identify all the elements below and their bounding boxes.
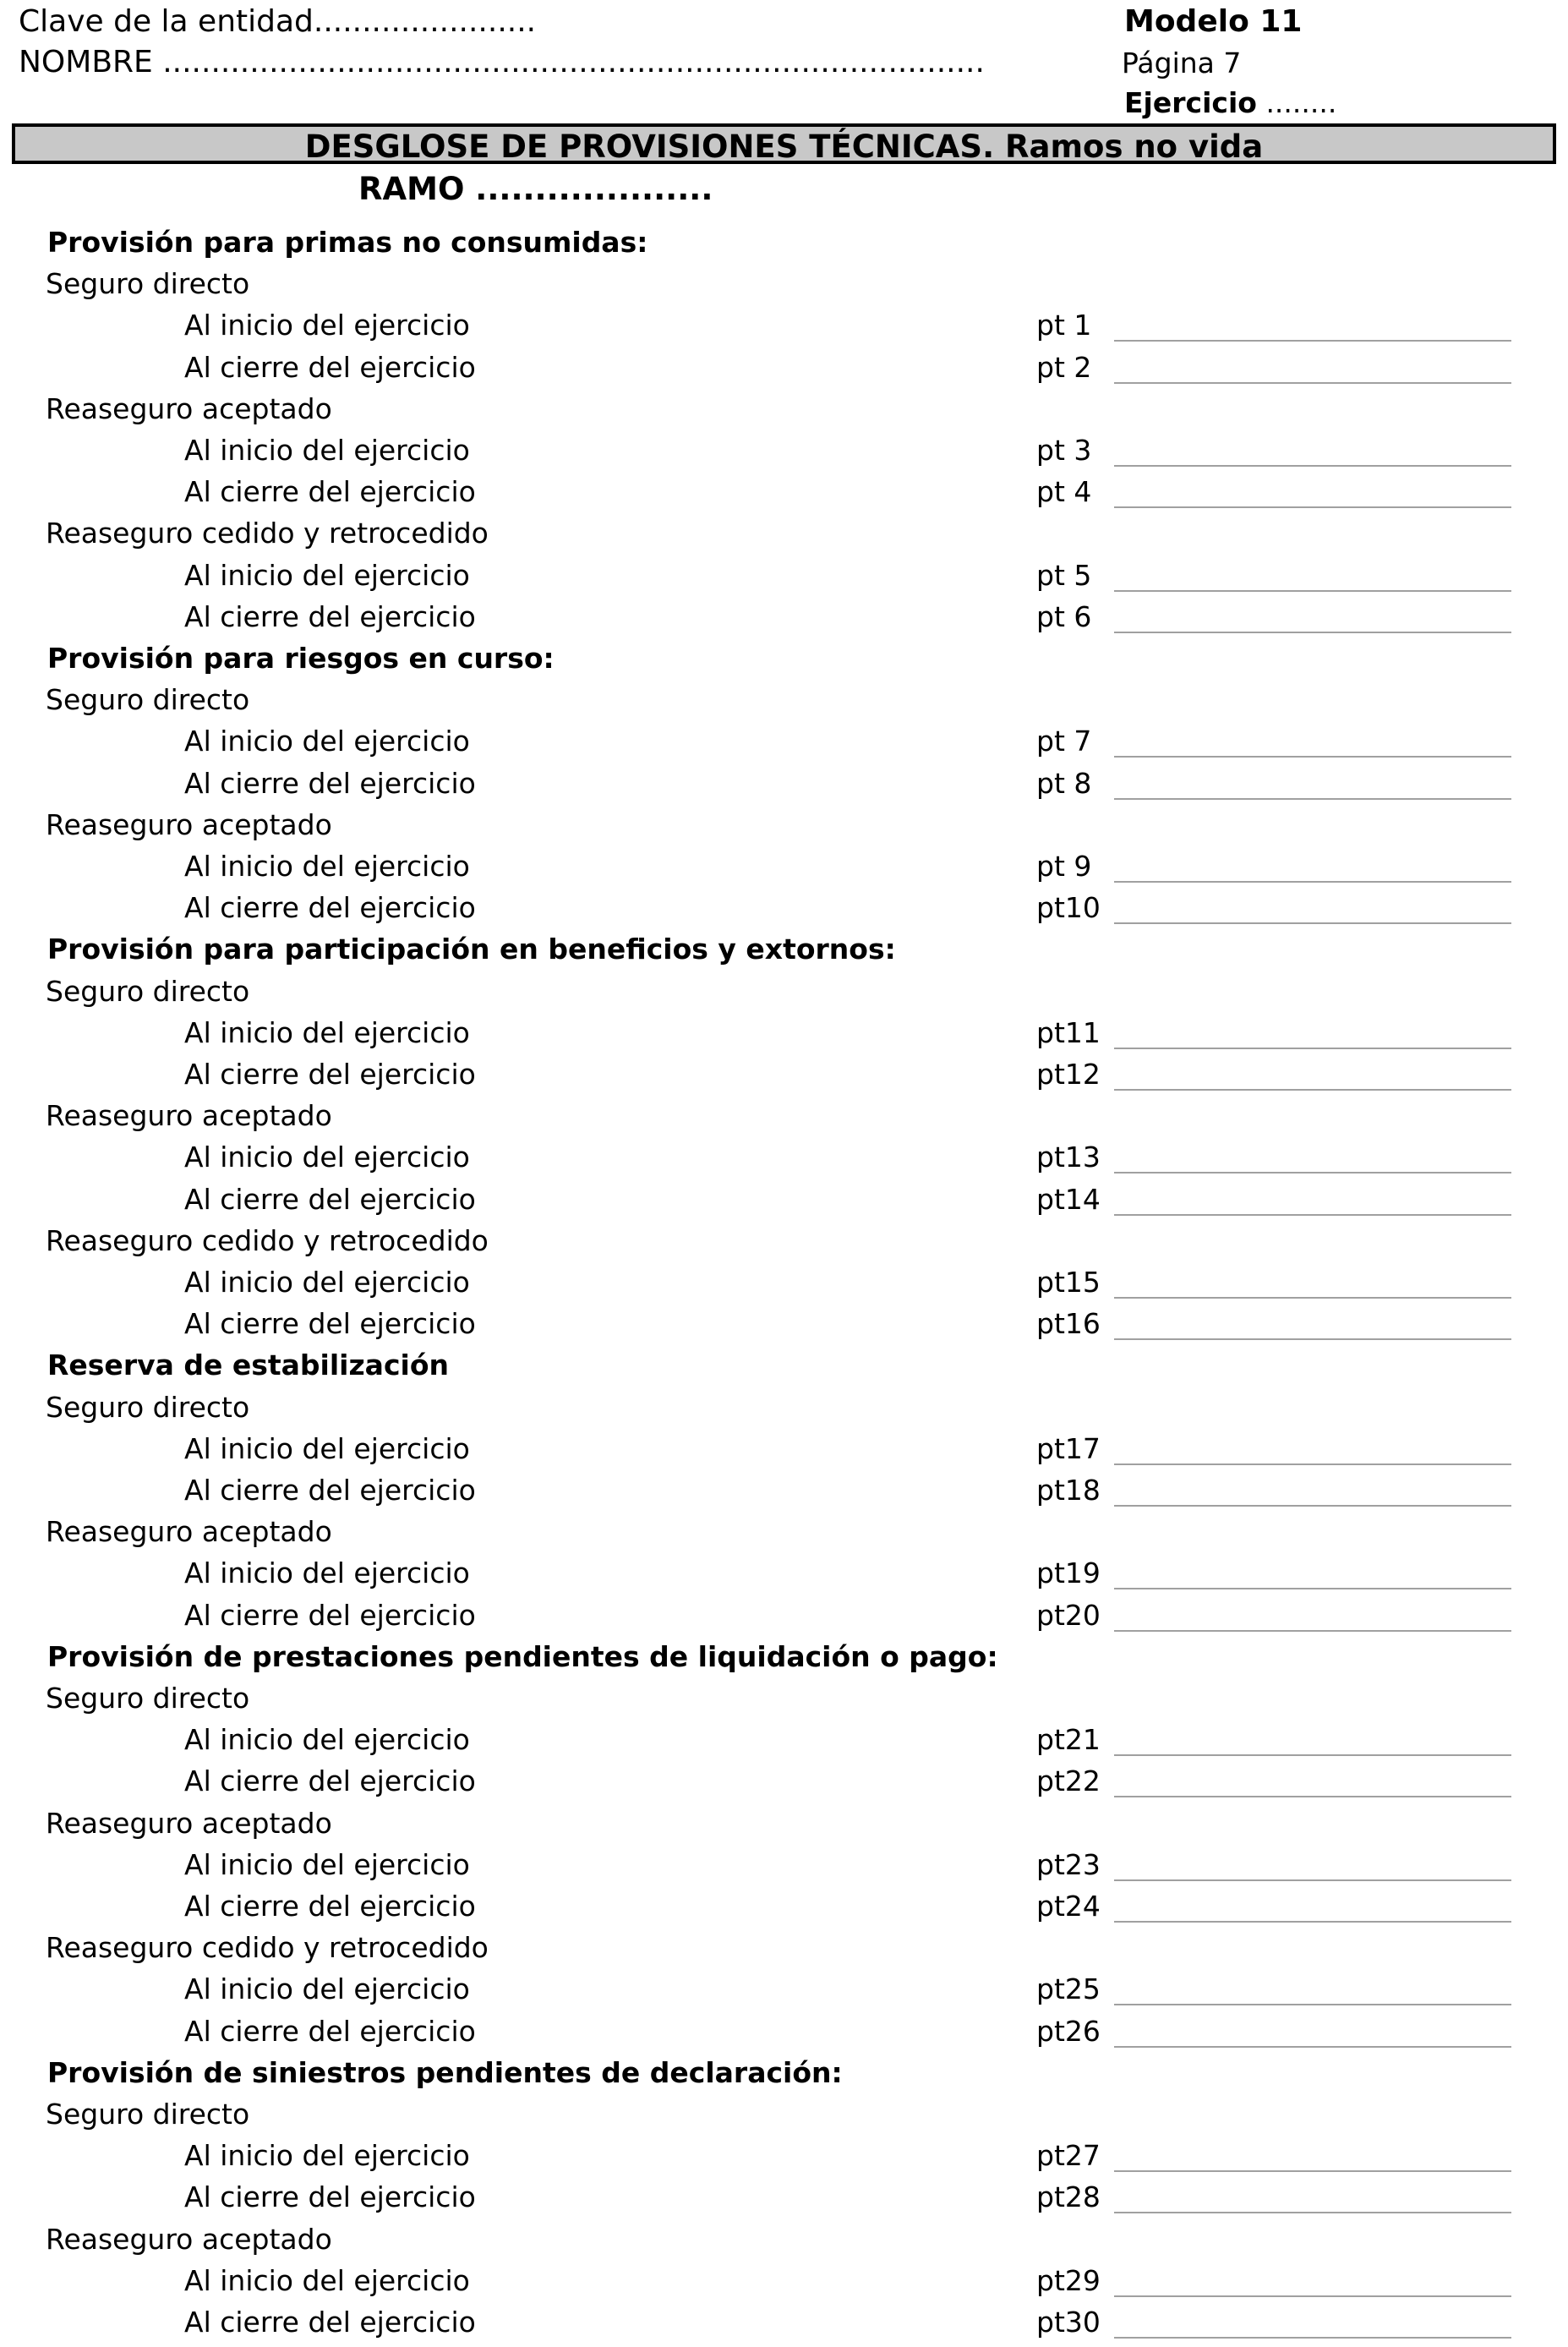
subsection-label bbox=[0, 268, 1568, 305]
row-code: pt11 bbox=[1036, 1016, 1101, 1049]
value-entry-line[interactable] bbox=[1114, 382, 1511, 384]
value-entry-line[interactable] bbox=[1114, 506, 1511, 508]
form-row bbox=[0, 1059, 1568, 1096]
subsection-label bbox=[0, 1808, 1568, 1845]
subsection-title: Reaseguro aceptado bbox=[46, 1099, 332, 1132]
value-entry-line[interactable] bbox=[1114, 340, 1511, 342]
subsection-title: Reaseguro aceptado bbox=[46, 1807, 332, 1840]
row-code: pt 4 bbox=[1036, 475, 1092, 508]
row-code: pt29 bbox=[1036, 2264, 1101, 2297]
modelo-label: Modelo 11 bbox=[1124, 4, 1303, 39]
row-label: Al cierre del ejercicio bbox=[184, 1764, 476, 1797]
value-entry-line[interactable] bbox=[1114, 1214, 1511, 1216]
form-row bbox=[0, 2140, 1568, 2177]
form-row bbox=[0, 1308, 1568, 1345]
form-row bbox=[0, 1557, 1568, 1595]
subsection-title: Seguro directo bbox=[46, 1391, 250, 1424]
row-label: Al cierre del ejercicio bbox=[184, 600, 476, 633]
row-code: pt27 bbox=[1036, 2139, 1101, 2172]
subsection-label bbox=[0, 684, 1568, 721]
form-row bbox=[0, 1724, 1568, 1761]
ramo-label: RAMO .................... bbox=[358, 171, 713, 207]
row-label: Al inicio del ejercicio bbox=[184, 850, 470, 883]
row-label: Al inicio del ejercicio bbox=[184, 1432, 470, 1465]
subsection-label bbox=[0, 1225, 1568, 1262]
section-title: Provisión para participación en beneficios y extornos: bbox=[47, 933, 896, 966]
subsection-title: Seguro directo bbox=[46, 267, 250, 300]
section-title: Provisión para primas no consumidas: bbox=[47, 226, 648, 259]
section-title: Reserva de estabilización bbox=[47, 1349, 449, 1381]
row-code: pt20 bbox=[1036, 1599, 1101, 1632]
row-code: pt22 bbox=[1036, 1764, 1101, 1797]
row-label: Al cierre del ejercicio bbox=[184, 1474, 476, 1507]
section-heading bbox=[0, 933, 1568, 971]
form-row bbox=[0, 1849, 1568, 1886]
row-label: Al cierre del ejercicio bbox=[184, 2306, 476, 2339]
value-entry-line[interactable] bbox=[1114, 1588, 1511, 1589]
ejercicio-field bbox=[1124, 86, 1337, 119]
value-entry-line[interactable] bbox=[1114, 881, 1511, 883]
form-row bbox=[0, 476, 1568, 513]
subsection-title: Reaseguro aceptado bbox=[46, 2223, 332, 2256]
form-row bbox=[0, 1017, 1568, 1054]
row-label: Al cierre del ejercicio bbox=[184, 1183, 476, 1216]
value-entry-line[interactable] bbox=[1114, 1630, 1511, 1632]
value-entry-line[interactable] bbox=[1114, 1297, 1511, 1299]
form-row bbox=[0, 601, 1568, 638]
row-label: Al cierre del ejercicio bbox=[184, 1890, 476, 1923]
subsection-title: Seguro directo bbox=[46, 975, 250, 1008]
value-entry-line[interactable] bbox=[1114, 1921, 1511, 1923]
subsection-label bbox=[0, 517, 1568, 555]
row-label: Al cierre del ejercicio bbox=[184, 1599, 476, 1632]
row-code: pt26 bbox=[1036, 2015, 1101, 2048]
section-heading bbox=[0, 1641, 1568, 1678]
section-heading bbox=[0, 2057, 1568, 2094]
row-code: pt 5 bbox=[1036, 559, 1092, 592]
row-label: Al inicio del ejercicio bbox=[184, 1556, 470, 1589]
row-code: pt10 bbox=[1036, 891, 1101, 924]
subsection-label bbox=[0, 1682, 1568, 1720]
row-label: Al inicio del ejercicio bbox=[184, 1972, 470, 2005]
row-code: pt15 bbox=[1036, 1266, 1101, 1299]
form-row bbox=[0, 892, 1568, 929]
row-label: Al cierre del ejercicio bbox=[184, 475, 476, 508]
value-entry-line[interactable] bbox=[1114, 1796, 1511, 1797]
row-code: pt24 bbox=[1036, 1890, 1101, 1923]
row-label: Al cierre del ejercicio bbox=[184, 891, 476, 924]
form-row bbox=[0, 1600, 1568, 1637]
form-row bbox=[0, 725, 1568, 763]
page-title: DESGLOSE DE PROVISIONES TÉCNICAS. Ramos no vida bbox=[304, 129, 1264, 165]
value-entry-line[interactable] bbox=[1114, 1172, 1511, 1174]
subsection-title: Reaseguro cedido y retrocedido bbox=[46, 517, 489, 550]
ejercicio-dots: ........ bbox=[1265, 86, 1337, 119]
row-code: pt 6 bbox=[1036, 600, 1092, 633]
row-label: Al cierre del ejercicio bbox=[184, 2180, 476, 2213]
row-code: pt17 bbox=[1036, 1432, 1101, 1465]
subsection-label bbox=[0, 809, 1568, 846]
form-row bbox=[0, 1474, 1568, 1512]
row-label: Al inicio del ejercicio bbox=[184, 434, 470, 467]
subsection-title: Reaseguro aceptado bbox=[46, 1515, 332, 1548]
subsection-label bbox=[0, 1932, 1568, 1969]
form-row bbox=[0, 560, 1568, 597]
value-entry-line[interactable] bbox=[1114, 922, 1511, 924]
row-code: pt14 bbox=[1036, 1183, 1101, 1216]
form-row bbox=[0, 309, 1568, 347]
section-title: Provisión de siniestros pendientes de declaración: bbox=[47, 2056, 843, 2089]
form-row bbox=[0, 1184, 1568, 1221]
row-code: pt13 bbox=[1036, 1141, 1101, 1174]
form-row bbox=[0, 2265, 1568, 2302]
row-label: Al inicio del ejercicio bbox=[184, 2139, 470, 2172]
value-entry-line[interactable] bbox=[1114, 2295, 1511, 2297]
subsection-label bbox=[0, 393, 1568, 430]
row-code: pt18 bbox=[1036, 1474, 1101, 1507]
value-entry-line[interactable] bbox=[1114, 2337, 1511, 2339]
form-row bbox=[0, 768, 1568, 805]
title-banner bbox=[12, 123, 1556, 164]
section-title: Provisión para riesgos en curso: bbox=[47, 642, 555, 675]
row-label: Al cierre del ejercicio bbox=[184, 1307, 476, 1340]
form-row bbox=[0, 1765, 1568, 1803]
row-label: Al inicio del ejercicio bbox=[184, 559, 470, 592]
row-code: pt16 bbox=[1036, 1307, 1101, 1340]
value-entry-line[interactable] bbox=[1114, 1879, 1511, 1881]
page-number: Página 7 bbox=[1122, 47, 1242, 79]
row-code: pt21 bbox=[1036, 1723, 1101, 1756]
value-entry-line[interactable] bbox=[1114, 632, 1511, 633]
row-label: Al cierre del ejercicio bbox=[184, 351, 476, 384]
subsection-label bbox=[0, 1100, 1568, 1137]
row-label: Al inicio del ejercicio bbox=[184, 1848, 470, 1881]
form-row bbox=[0, 435, 1568, 472]
subsection-label bbox=[0, 2224, 1568, 2261]
row-code: pt12 bbox=[1036, 1058, 1101, 1091]
row-label: Al inicio del ejercicio bbox=[184, 309, 470, 342]
row-label: Al inicio del ejercicio bbox=[184, 725, 470, 758]
form-row bbox=[0, 352, 1568, 389]
value-entry-line[interactable] bbox=[1114, 1754, 1511, 1756]
row-code: pt28 bbox=[1036, 2180, 1101, 2213]
row-label: Al inicio del ejercicio bbox=[184, 1016, 470, 1049]
value-entry-line[interactable] bbox=[1114, 1463, 1511, 1465]
subsection-label bbox=[0, 976, 1568, 1013]
row-label: Al inicio del ejercicio bbox=[184, 1723, 470, 1756]
form-row bbox=[0, 1433, 1568, 1470]
value-entry-line[interactable] bbox=[1114, 2170, 1511, 2172]
value-entry-line[interactable] bbox=[1114, 590, 1511, 592]
row-code: pt25 bbox=[1036, 1972, 1101, 2005]
row-label: Al cierre del ejercicio bbox=[184, 767, 476, 800]
row-label: Al inicio del ejercicio bbox=[184, 1141, 470, 1174]
form-row bbox=[0, 1973, 1568, 2011]
subsection-label bbox=[0, 1516, 1568, 1553]
value-entry-line[interactable] bbox=[1114, 798, 1511, 800]
form-row bbox=[0, 1890, 1568, 1928]
subsection-title: Reaseguro cedido y retrocedido bbox=[46, 1224, 489, 1257]
subsection-title: Seguro directo bbox=[46, 2098, 250, 2131]
form-row bbox=[0, 2306, 1568, 2344]
row-label: Al cierre del ejercicio bbox=[184, 1058, 476, 1091]
form-row bbox=[0, 851, 1568, 888]
subsection-label bbox=[0, 2098, 1568, 2136]
row-label: Al inicio del ejercicio bbox=[184, 2264, 470, 2297]
subsection-title: Reaseguro aceptado bbox=[46, 392, 332, 425]
form-row bbox=[0, 1267, 1568, 1304]
value-entry-line[interactable] bbox=[1114, 1048, 1511, 1049]
form-row bbox=[0, 1141, 1568, 1179]
row-code: pt 7 bbox=[1036, 725, 1092, 758]
value-entry-line[interactable] bbox=[1114, 2212, 1511, 2213]
subsection-title: Reaseguro cedido y retrocedido bbox=[46, 1931, 489, 1964]
row-code: pt 9 bbox=[1036, 850, 1092, 883]
row-code: pt 2 bbox=[1036, 351, 1092, 384]
row-code: pt30 bbox=[1036, 2306, 1101, 2339]
form-row bbox=[0, 2016, 1568, 2053]
row-code: pt23 bbox=[1036, 1848, 1101, 1881]
value-entry-line[interactable] bbox=[1114, 2004, 1511, 2005]
value-entry-line[interactable] bbox=[1114, 465, 1511, 467]
section-heading bbox=[0, 1349, 1568, 1387]
value-entry-line[interactable] bbox=[1114, 1089, 1511, 1091]
row-label: Al cierre del ejercicio bbox=[184, 2015, 476, 2048]
row-code: pt19 bbox=[1036, 1556, 1101, 1589]
subsection-title: Seguro directo bbox=[46, 1682, 250, 1715]
form-row bbox=[0, 2181, 1568, 2218]
subsection-title: Reaseguro aceptado bbox=[46, 808, 332, 841]
row-code: pt 8 bbox=[1036, 767, 1092, 800]
section-heading bbox=[0, 227, 1568, 264]
entity-key-label: Clave de la entidad....................... bbox=[19, 4, 537, 39]
value-entry-line[interactable] bbox=[1114, 1338, 1511, 1340]
value-entry-line[interactable] bbox=[1114, 756, 1511, 758]
row-code: pt 1 bbox=[1036, 309, 1092, 342]
value-entry-line[interactable] bbox=[1114, 2046, 1511, 2048]
section-heading bbox=[0, 643, 1568, 680]
subsection-label bbox=[0, 1392, 1568, 1429]
ejercicio-label: Ejercicio bbox=[1124, 86, 1257, 119]
row-label: Al inicio del ejercicio bbox=[184, 1266, 470, 1299]
section-title: Provisión de prestaciones pendientes de liquidación o pago: bbox=[47, 1640, 998, 1673]
nombre-label: NOMBRE ..................................................................................... bbox=[19, 45, 985, 79]
row-code: pt 3 bbox=[1036, 434, 1092, 467]
value-entry-line[interactable] bbox=[1114, 1505, 1511, 1507]
subsection-title: Seguro directo bbox=[46, 683, 250, 716]
